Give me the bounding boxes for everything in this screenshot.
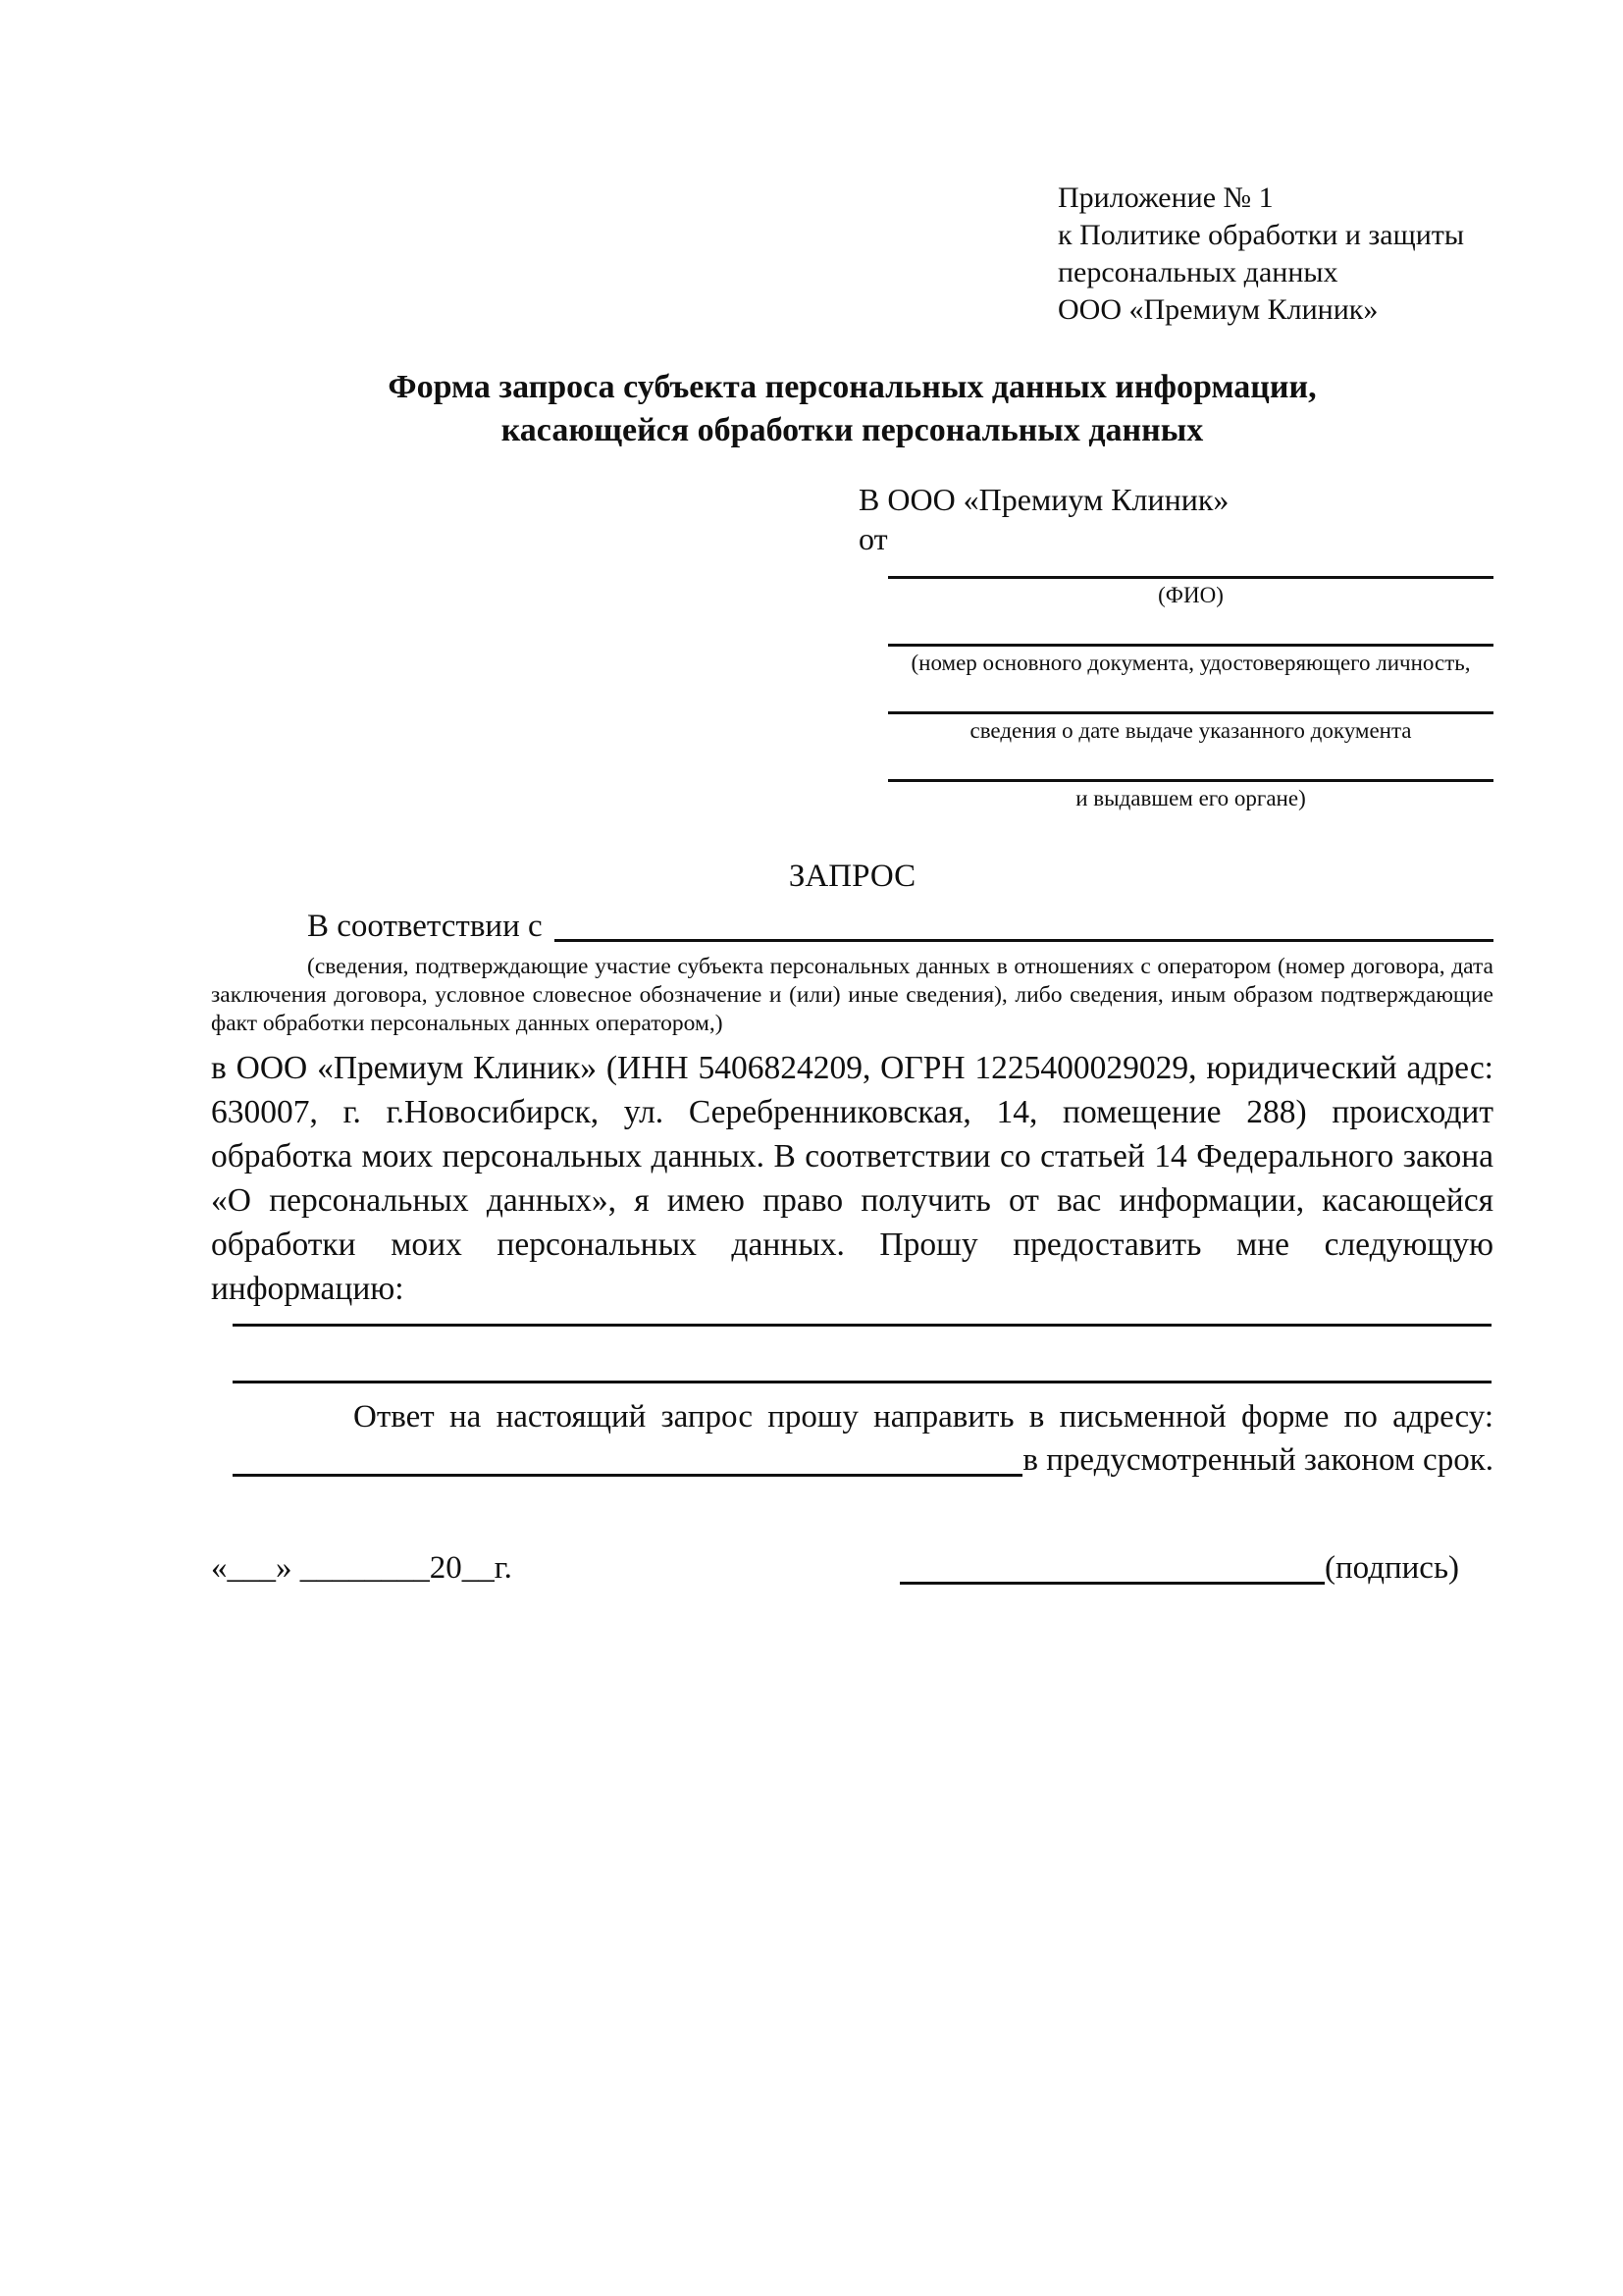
- basis-line: [211, 906, 1493, 947]
- fill-in-line: [233, 1311, 1492, 1327]
- document-title-line: касающейся обработки персональных данных: [500, 412, 1204, 448]
- date-line: «___» ________20__г.: [211, 1550, 512, 1586]
- fill-in-line: [233, 1327, 1492, 1383]
- basis-footnote: (сведения, подтверждающие участие субъекта персональных данных в отношениях с оператором (номер договора, дата заключения договора, условное словесное обозначение и (или) иные сведения), либо сведения, иным образом подтверждающие факт обработки персональных данных оператором,): [211, 954, 1493, 1036]
- appendix-header: [1058, 180, 1493, 329]
- signature-line: [900, 1546, 1325, 1585]
- appendix-line: Приложение № 1: [1058, 182, 1274, 214]
- signature-caption: (подпись): [1325, 1550, 1459, 1586]
- fill-in-line: [554, 906, 1493, 942]
- addressee-from-label: от: [859, 521, 888, 556]
- field-caption: и выдавшем его органе): [1075, 786, 1306, 810]
- form-field-fio: [859, 576, 1493, 608]
- addressee-block: [859, 480, 1493, 811]
- reply-instruction: Ответ на настоящий запрос прошу направить в письменной форме по адресу:: [353, 1399, 1493, 1435]
- appendix-line: к Политике обработки и защиты: [1058, 219, 1465, 251]
- field-caption: (ФИО): [1158, 583, 1224, 607]
- request-body: в ООО «Премиум Клиник» (ИНН 5406824209, ОГРН 1225400029029, юридический адрес: 630007, г. г.Новосибирск, ул. Серебренниковская, 14, помещение 288) происходит обработка моих персональных данных. В соответствии со статьей 14 Федерального закона «О персональных данных», я имею право получить от вас информации, касающейся обработки моих персональных данных. Прошу предоставить мне следующую информацию:: [211, 1050, 1493, 1307]
- form-field-document-number: [859, 644, 1493, 676]
- field-caption: сведения о дате выдаче указанного документа: [969, 718, 1412, 743]
- signature-row: [211, 1546, 1493, 1590]
- document-title: [211, 366, 1493, 452]
- signature-block: [900, 1546, 1459, 1590]
- content-area: [211, 0, 1493, 1590]
- fill-in-line: [233, 1438, 1022, 1477]
- document-title-line: Форма запроса субъекта персональных данных информации,: [388, 369, 1317, 405]
- addressee-to: В ООО «Премиум Клиник»: [859, 482, 1230, 517]
- basis-label: В соответствии с: [307, 909, 543, 944]
- form-field-issuing-authority: [859, 779, 1493, 811]
- request-heading: ЗАПРОС: [788, 859, 916, 894]
- reply-suffix: в предусмотренный законом срок.: [1022, 1442, 1493, 1478]
- form-field-document-issue-date: [859, 711, 1493, 744]
- appendix-line: ООО «Премиум Клиник»: [1058, 293, 1379, 326]
- field-caption: (номер основного документа, удостоверяющего личность,: [911, 651, 1471, 675]
- addressee-fields: [859, 576, 1493, 811]
- reply-address-line: [211, 1438, 1493, 1482]
- appendix-line: персональных данных: [1058, 256, 1338, 288]
